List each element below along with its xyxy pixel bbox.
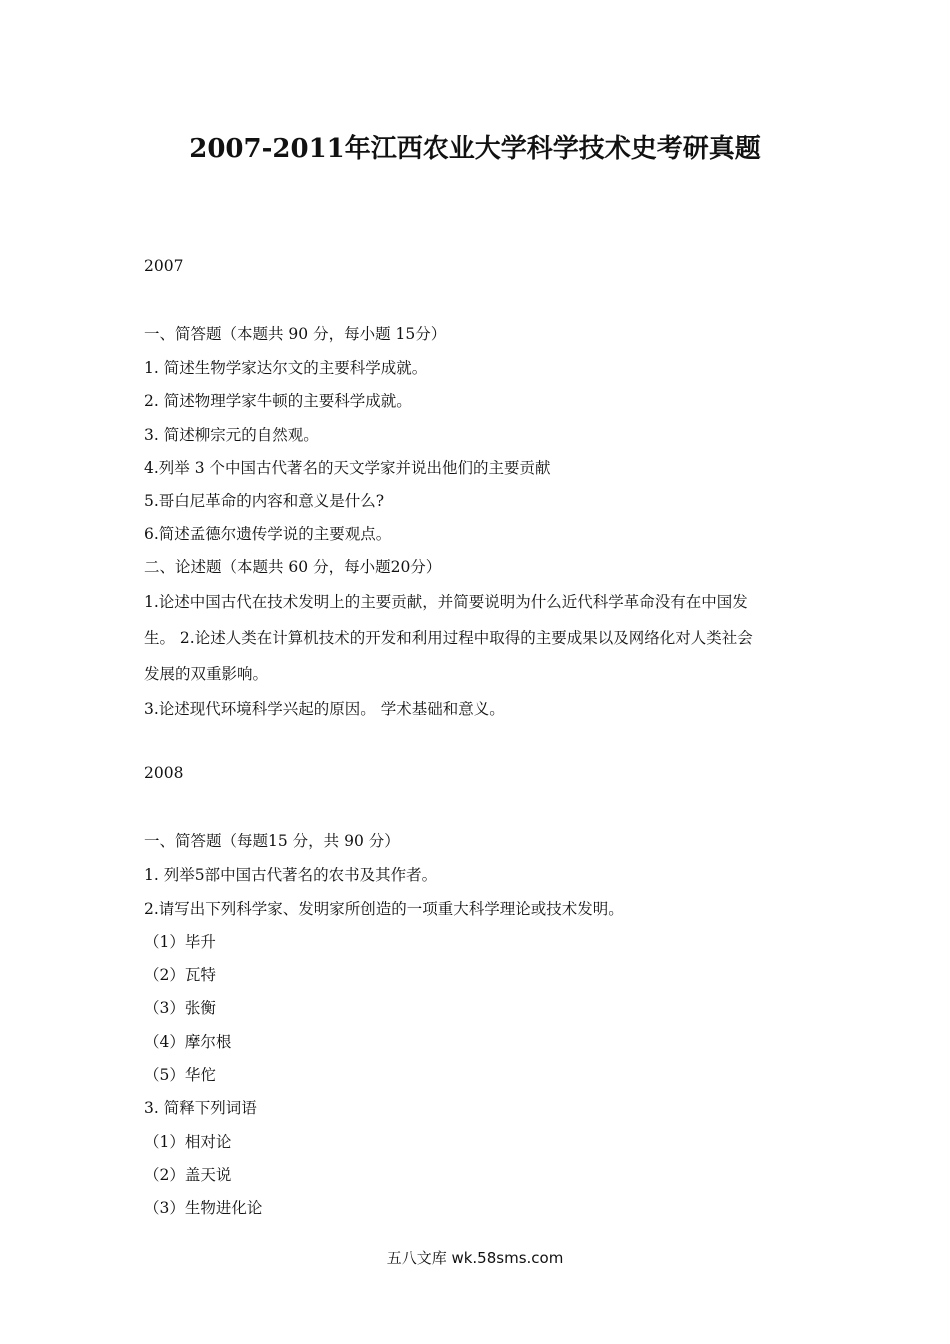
page-title: 2007-2011年江西农业大学科学技术史考研真题 — [189, 134, 761, 164]
question-item: 5.哥白尼革命的内容和意义是什么? — [144, 492, 385, 510]
sub-item: （4）摩尔根 — [144, 1033, 232, 1051]
sub-item: （1）毕升 — [144, 933, 216, 951]
essay-question-text: 生。 2.论述人类在计算机技术的开发和利用过程中取得的主要成果以及网络化对人类社会 — [144, 629, 753, 647]
sub-item: （3）生物进化论 — [144, 1199, 263, 1217]
question-item: 6.简述孟德尔遗传学说的主要观点。 — [144, 525, 392, 543]
question-item: 2.请写出下列科学家、发明家所创造的一项重大科学理论或技术发明。 — [144, 900, 624, 918]
year-heading-2008: 2008 — [144, 764, 184, 782]
question-item: 1. 列举5部中国古代著名的农书及其作者。 — [144, 866, 438, 884]
question-item: 2. 简述物理学家牛顿的主要科学成就。 — [144, 392, 412, 410]
sub-item: （3）张衡 — [144, 999, 216, 1017]
essay-question-text: 发展的双重影响。 — [144, 665, 269, 683]
sub-item: （5）华佗 — [144, 1066, 216, 1084]
question-item: 3. 简释下列词语 — [144, 1099, 257, 1117]
question-item: 3. 简述柳宗元的自然观。 — [144, 426, 319, 444]
question-item: 4.列举 3 个中国古代著名的天文学家并说出他们的主要贡献 — [144, 459, 551, 477]
footer-watermark: 五八文库 wk.58sms.com — [386, 1249, 564, 1267]
essay-question-text: 1.论述中国古代在技术发明上的主要贡献，并简要说明为什么近代科学革命没有在中国发 — [144, 593, 748, 611]
sub-item: （1）相对论 — [144, 1133, 232, 1151]
question-item: 1. 简述生物学家达尔文的主要科学成就。 — [144, 359, 428, 377]
year-heading-2007: 2007 — [144, 257, 184, 275]
section-heading: 一、简答题（本题共 90 分，每小题 15分） — [144, 325, 447, 343]
sub-item: （2）盖天说 — [144, 1166, 232, 1184]
essay-question-text: 3.论述现代环境科学兴起的原因。 学术基础和意义。 — [144, 700, 505, 718]
section-heading: 一、简答题（每题15 分，共 90 分） — [144, 832, 400, 850]
sub-item: （2）瓦特 — [144, 966, 216, 984]
section-heading: 二、论述题（本题共 60 分，每小题20分） — [144, 558, 442, 576]
